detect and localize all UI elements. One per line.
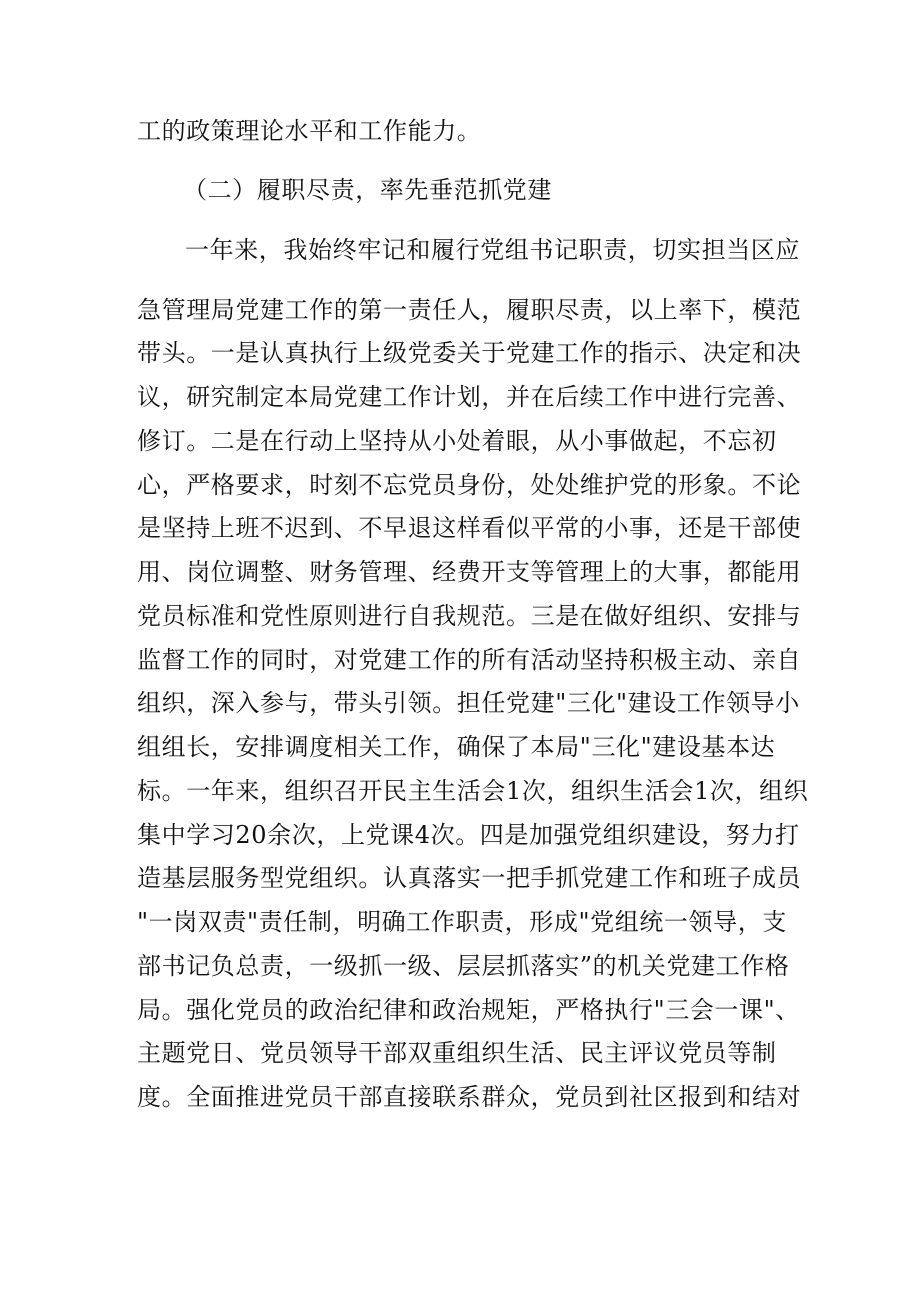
text-line: 主题党日、党员领导干部双重组织生活、民主评议党员等制: [137, 1039, 777, 1067]
text-line: 议，研究制定本局党建工作计划，并在后续工作中进行完善、: [137, 383, 802, 411]
text-line: 工的政策理论水平和工作能力。: [137, 117, 482, 145]
text-line: 标。一年来，组织召开民主生活会1次，组织生活会1次，组织: [137, 777, 809, 805]
text-line: 组组长，安排调度相关工作，确保了本局"三化"建设基本达: [137, 733, 776, 761]
text-line: 用、岗位调整、财务管理、经费开支等管理上的大事，都能用: [137, 558, 802, 586]
paragraph-first-line: 一年来，我始终牢记和履行党组书记职责，切实担当区应: [185, 236, 800, 264]
text-line: 心，严格要求，时刻不忘党员身份，处处维护党的形象。不论: [137, 471, 802, 499]
text-line: 集中学习20余次，上党课4次。四是加强党组织建设，努力打: [137, 821, 800, 849]
text-line: 局。强化党员的政治纪律和政治规矩，严格执行"三会一课"、: [137, 996, 800, 1024]
text-line: "一岗双责"责任制，明确工作职责，形成"党组统一领导，支: [137, 908, 787, 936]
text-line: 党员标准和党性原则进行自我规范。三是在做好组织、安排与: [137, 602, 802, 630]
text-line: 组织，深入参与，带头引领。担任党建"三化"建设工作领导小: [137, 689, 800, 717]
text-line: 急管理局党建工作的第一责任人，履职尽责，以上率下，模范: [137, 296, 802, 324]
text-line: 造基层服务型党组织。认真落实一把手抓党建工作和班子成员: [137, 864, 802, 892]
text-line: 修订。二是在行动上坚持从小处着眼，从小事做起，不忘初: [137, 427, 777, 455]
section-heading: （二）履职尽责，率先垂范抓党建: [183, 176, 552, 204]
text-line: 监督工作的同时，对党建工作的所有活动坚持积极主动、亲自: [137, 646, 802, 674]
text-line: 部书记负总责，一级抓一级、层层抓落实”的机关党建工作格: [137, 952, 790, 980]
text-line: 带头。一是认真执行上级党委关于党建工作的指示、决定和决: [137, 339, 802, 367]
text-line: 度。全面推进党员干部直接联系群众，党员到社区报到和结对: [137, 1083, 802, 1111]
text-line: 是坚持上班不迟到、不早退这样看似平常的小事，还是干部使: [137, 514, 802, 542]
